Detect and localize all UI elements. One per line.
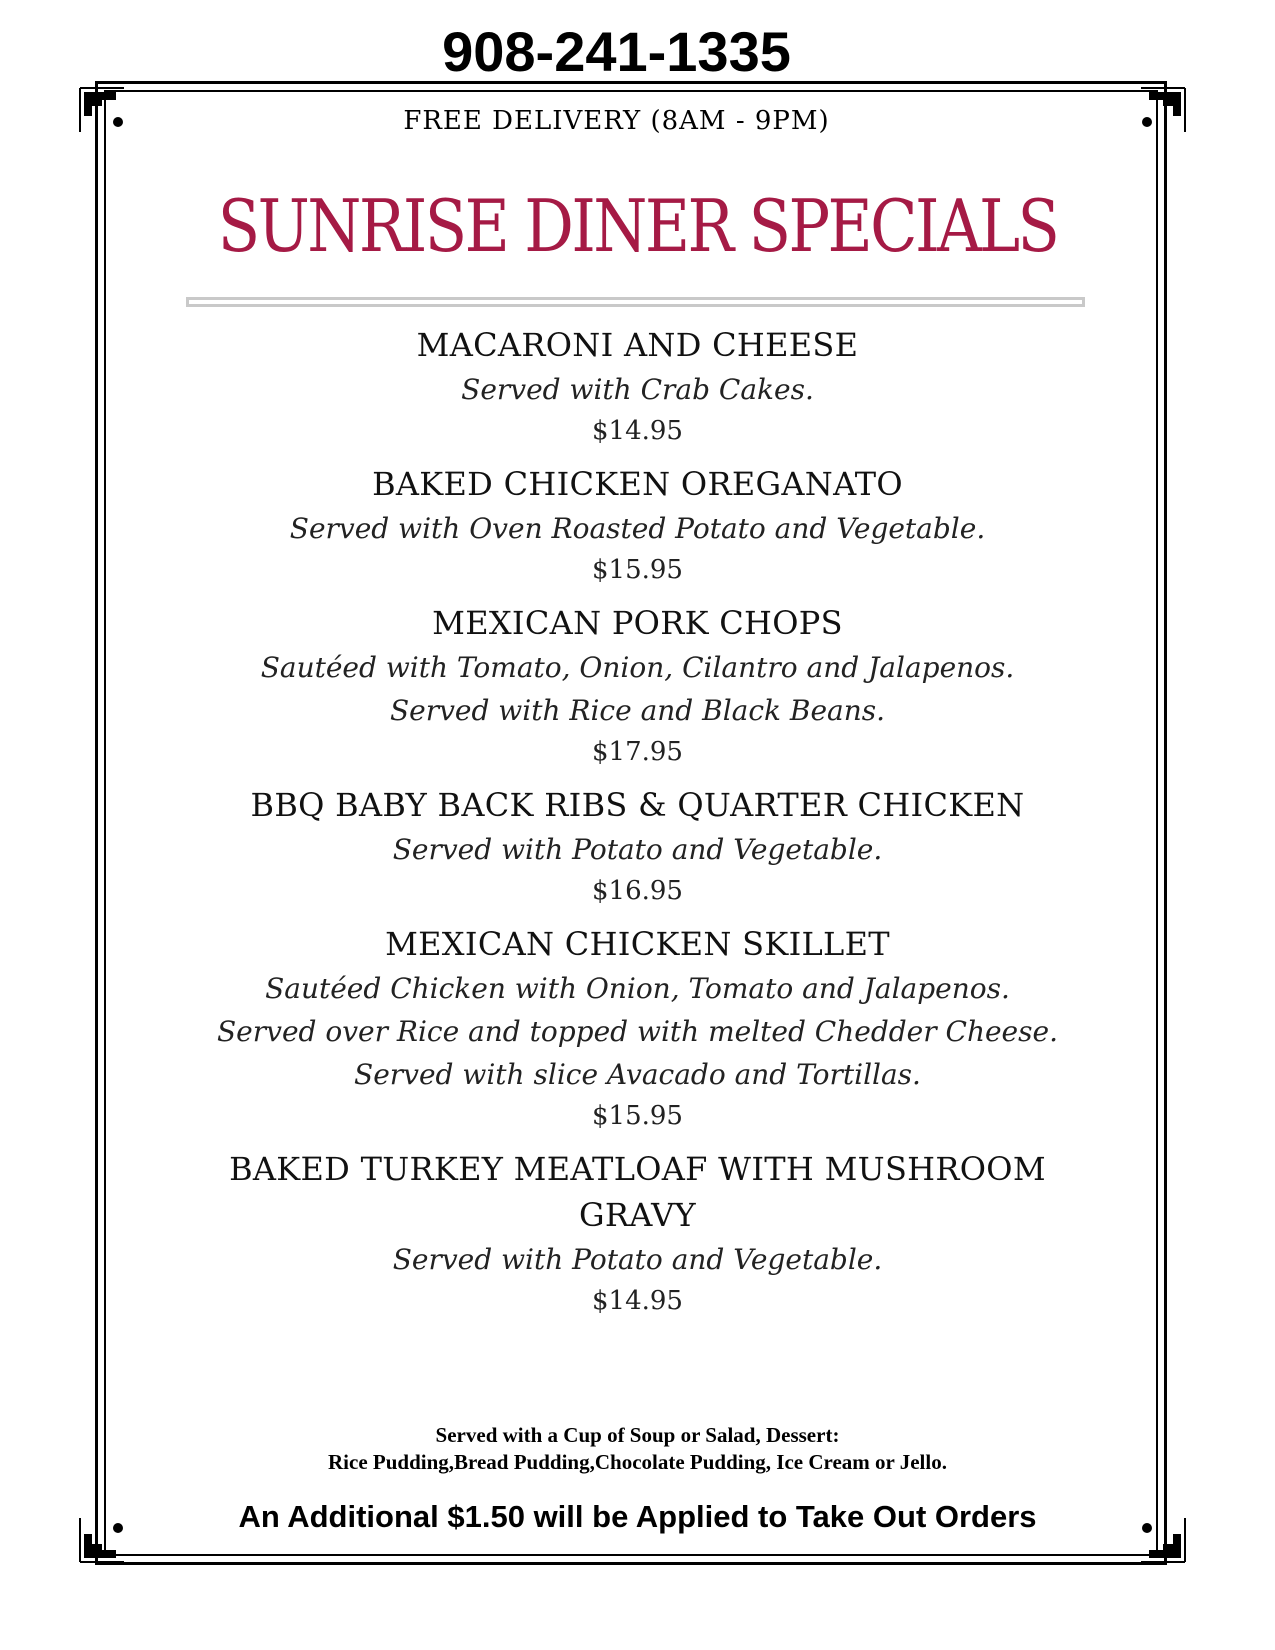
- item-price: $14.95: [592, 416, 683, 446]
- menu-item: [100, 782, 1175, 911]
- sides-note-line: Rice Pudding,Bread Pudding,Chocolate Pudding, Ice Cream or Jello.: [328, 1450, 947, 1474]
- item-price: $14.95: [592, 1286, 683, 1316]
- item-description: Served with Rice and Black Beans.: [389, 694, 886, 727]
- item-name: MACARONI AND CHEESE: [416, 326, 859, 364]
- item-price: $16.95: [592, 876, 683, 906]
- item-description: Served with Potato and Vegetable.: [392, 1243, 883, 1276]
- item-name: GRAVY: [579, 1196, 696, 1234]
- item-name: BAKED CHICKEN OREGANATO: [372, 465, 903, 503]
- menu-item: [100, 322, 1175, 451]
- menu-item: [100, 600, 1175, 772]
- item-price: $17.95: [592, 737, 683, 767]
- item-description: Served with Crab Cakes.: [461, 373, 814, 406]
- item-description: Sautéed with Tomato, Onion, Cilantro and Jalapenos.: [260, 651, 1015, 684]
- item-name: BAKED TURKEY MEATLOAF WITH MUSHROOM: [229, 1150, 1046, 1188]
- item-price: $15.95: [592, 555, 683, 585]
- sides-note-line: Served with a Cup of Soup or Salad, Dessert:: [435, 1423, 840, 1447]
- menu-item: [100, 921, 1175, 1136]
- item-price: $15.95: [592, 1101, 683, 1131]
- menu-item: [100, 461, 1175, 590]
- item-name: BBQ BABY BACK RIBS & QUARTER CHICKEN: [250, 786, 1025, 824]
- item-description: Served with slice Avacado and Tortillas.: [354, 1058, 921, 1091]
- item-description: Sautéed Chicken with Onion, Tomato and Jalapenos.: [265, 972, 1010, 1005]
- page-title: SUNRISE DINER SPECIALS: [217, 184, 1058, 268]
- takeout-surcharge-note: An Additional $1.50 will be Applied to Take Out Orders: [238, 1499, 1037, 1534]
- sides-note: [0, 1422, 1275, 1476]
- item-name: MEXICAN CHICKEN SKILLET: [385, 925, 890, 963]
- item-description: Served over Rice and topped with melted Chedder Cheese.: [217, 1015, 1058, 1048]
- item-description: Served with Potato and Vegetable.: [392, 833, 883, 866]
- item-name: MEXICAN PORK CHOPS: [432, 604, 843, 642]
- phone-number: 908-241-1335: [442, 20, 791, 83]
- specials-list: [100, 322, 1175, 1331]
- title-divider: [186, 297, 1085, 307]
- item-description: Served with Oven Roasted Potato and Vegetable.: [289, 512, 986, 545]
- delivery-hours: FREE DELIVERY (8AM - 9PM): [403, 106, 830, 136]
- menu-item: [100, 1146, 1175, 1321]
